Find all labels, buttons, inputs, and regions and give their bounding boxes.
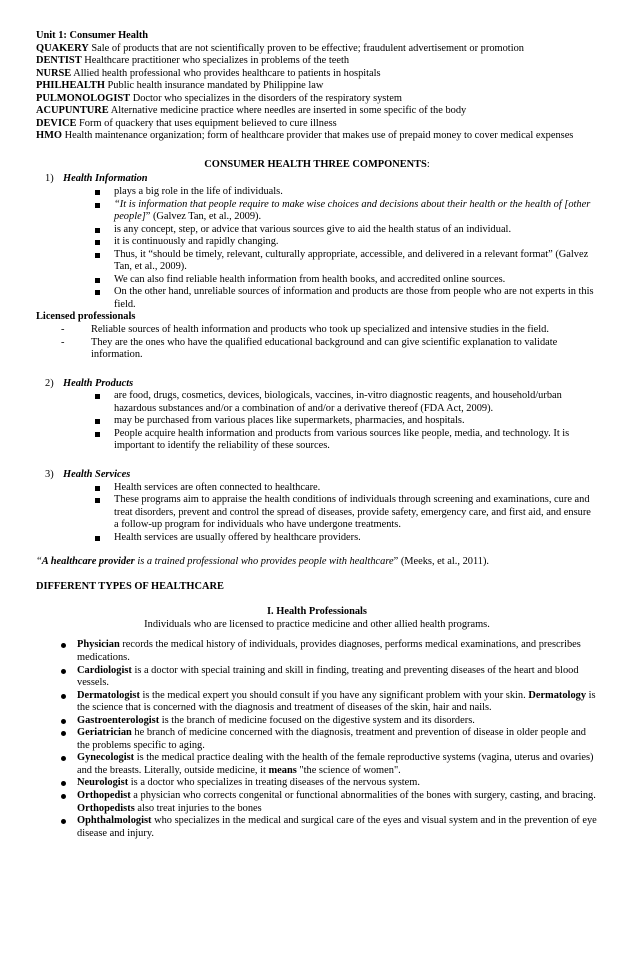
- component-title: Health Services: [63, 468, 131, 480]
- list-item: Thus, it “should be timely, relevant, culturally appropriate, accessible, and delivered in a relevant format” (Galvez Tan, et al., 2009).: [114, 249, 598, 274]
- component-health-information: [36, 173, 598, 186]
- definition-text: Form of quackery that uses equipment believed to cure illness: [79, 117, 337, 129]
- list-item: Gastroenterologist is the branch of medicine focused on the digestive system and its disorders.: [77, 715, 598, 728]
- definition-term: DEVICE: [36, 117, 77, 129]
- definition-text: Health maintenance organization; form of healthcare provider that makes use of prepaid money to cover medical expenses: [64, 130, 574, 142]
- definition-term: QUAKERY: [36, 42, 89, 54]
- definition-term: NURSE: [36, 67, 72, 79]
- definition-text: Alternative medicine practice where needles are inserted in some specific of the body: [110, 105, 467, 117]
- component-health-services: [36, 469, 598, 482]
- list-item: is any concept, step, or advice that various sources give to aid the health status of an individual.: [114, 224, 598, 237]
- definition-pulmonologist: [36, 93, 598, 106]
- health-professionals-subtitle: Individuals who are licensed to practice medicine and other allied health programs.: [144, 618, 490, 630]
- list-item: are food, drugs, cosmetics, devices, biologicals, vaccines, in-vitro diagnostic reagents, and household/urban hazardous substances and/or a combination of and/or a derivative thereof (FDA Act, 2009).: [114, 390, 598, 415]
- list-item: plays a big role in the life of individuals.: [114, 186, 598, 199]
- list-item: On the other hand, unreliable sources of information and products are those from people who are not experts in this field.: [114, 286, 598, 311]
- list-item: Ophthalmologist who specializes in the medical and surgical care of the eyes and visual system and in the prevention of eye disease and injury.: [77, 815, 597, 839]
- definition-term: HMO: [36, 130, 62, 142]
- unit-title: Unit 1: Consumer Health: [36, 30, 149, 41]
- definition-device: [36, 118, 598, 131]
- licensed-professionals-title: Licensed professionals: [36, 311, 136, 323]
- health-services-bullets: [36, 482, 598, 545]
- definition-hmo: [36, 130, 598, 143]
- list-item: Physician records the medical history of individuals, provides diagnoses, performs medical examinations, and prescribes medications.: [77, 639, 598, 664]
- list-item: Health services are usually offered by healthcare providers.: [114, 532, 598, 545]
- definition-dentist: [36, 55, 598, 68]
- definition-text: Public health insurance mandated by Philippine law: [107, 80, 324, 92]
- health-professionals-list: [36, 639, 598, 840]
- list-item: Dermatologist is the medical expert you should consult if you have any significant problem with your skin. Dermatology is the science that is concerned with the diagnosis and treatment of diseases of the skin, hair and nails.: [77, 690, 598, 715]
- definition-term: PULMONOLOGIST: [36, 92, 131, 104]
- types-heading: DIFFERENT TYPES OF HEALTHCARE: [36, 580, 224, 592]
- list-item: These programs aim to appraise the health conditions of individuals through screening and examinations, cure and treat disorders, prevent and control the spread of diseases, provide safety, emergency care, and first aid, and ensure a follow-up program for individuals who have undergone treatments.: [114, 494, 598, 532]
- definition-term: ACUPUNTURE: [36, 105, 109, 117]
- component-number: 1): [45, 173, 54, 185]
- definition-text: Healthcare practitioner who specializes in problems of the teeth: [84, 55, 350, 67]
- component-number: 3): [45, 468, 54, 480]
- list-item: Geriatrician he branch of medicine concerned with the diagnosis, treatment and prevention of disease in older people and the problems specific to aging.: [77, 727, 598, 752]
- definition-acupunture: [36, 105, 598, 118]
- components-heading: CONSUMER HEALTH THREE COMPONENTS:: [204, 158, 430, 170]
- list-item: - Reliable sources of health information and products who took up specialized and intensive studies in the field.: [91, 324, 598, 337]
- list-item: “It is information that people require to make wise choices and decisions about their health or the health of [other people]” (Galvez Tan, et al., 2009).: [114, 199, 598, 224]
- definition-term: DENTIST: [36, 55, 82, 67]
- healthcare-provider-quote: “A healthcare provider is a trained professional who provides people with healthcare” (Meeks, et al., 2011).: [36, 556, 490, 568]
- component-number: 2): [45, 377, 54, 389]
- definition-term: PHILHEALTH: [36, 80, 105, 92]
- list-item: People acquire health information and products from various sources like people, media, and technology. It is important to identify the reliability of these sources.: [114, 428, 598, 453]
- list-item: Cardiologist is a doctor with special training and skill in finding, treating and preventing diseases of the heart and blood vessels.: [77, 665, 598, 690]
- list-item: Neurologist is a doctor who specializes in treating diseases of the nervous system.: [77, 777, 598, 790]
- list-item: Orthopedist a physician who corrects congenital or functional abnormalities of the bones with surgery, casting, and bracing. Orthopedists also treat injuries to the bones: [77, 790, 598, 815]
- component-title: Health Information: [63, 173, 148, 185]
- list-item: Health services are often connected to healthcare.: [114, 482, 598, 495]
- component-title: Health Products: [63, 377, 134, 389]
- list-item: We can also find reliable health information from health books, and accredited online sources.: [114, 274, 598, 287]
- list-item: - They are the ones who have the qualified educational background and can give scientific explanation to validate information.: [91, 337, 598, 362]
- health-professionals-heading: I. Health Professionals: [267, 606, 367, 618]
- definition-text: Sale of products that are not scientifically proven to be effective; fraudulent advertisement or promotion: [91, 42, 524, 54]
- definition-text: Allied health professional who provides healthcare to patients in hospitals: [73, 67, 381, 79]
- list-item: Gynecologist is the medical practice dealing with the health of the female reproductive systems (vagina, uterus and ovaries) and the breasts. Literally, outside medicine, it means "the science of women".: [77, 752, 598, 777]
- definition-text: Doctor who specializes in the disorders of the respiratory system: [132, 92, 402, 104]
- definition-quakery: [36, 43, 598, 56]
- definitions-list: [36, 43, 598, 143]
- health-products-bullets: [36, 390, 598, 453]
- list-item: it is continuously and rapidly changing.: [114, 236, 598, 249]
- health-information-bullets: [36, 186, 598, 311]
- list-item: may be purchased from various places like supermarkets, pharmacies, and hospitals.: [114, 415, 598, 428]
- definition-nurse: [36, 68, 598, 81]
- definition-philhealth: [36, 80, 598, 93]
- licensed-professionals-list: [36, 324, 598, 362]
- component-health-products: [36, 378, 598, 391]
